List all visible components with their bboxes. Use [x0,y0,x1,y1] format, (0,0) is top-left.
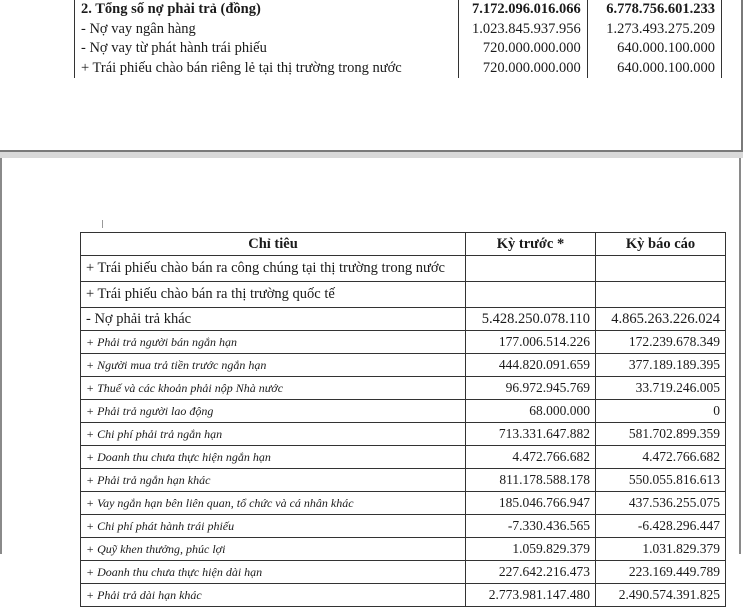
row-label: + Phải trả người lao động [81,400,466,423]
current-page [0,158,741,602]
prior-period-value: 7.172.096.016.066 [459,0,588,20]
table-row [81,256,726,282]
reporting-period-value: 4.865.263.226.024 [596,308,726,331]
reporting-period-value [596,282,726,308]
row-label: + Vay ngắn hạn bên liên quan, tổ chức và cá nhân khác [81,492,466,515]
previous-page-fragment [0,0,743,152]
table-row [81,354,726,377]
table-row [81,446,726,469]
table-row [81,538,726,561]
row-label: 2. Tổng số nợ phải trả (đồng) [75,0,459,20]
row-label: + Phải trả dài hạn khác [81,584,466,607]
reporting-period-value: 6.778.756.601.233 [587,0,721,20]
table-row [75,39,722,59]
row-label: + Phải trả người bán ngắn hạn [81,331,466,354]
prior-period-value: 1.023.845.937.956 [459,20,588,40]
liabilities-summary-table [74,0,722,78]
table-row [81,492,726,515]
table-row [81,584,726,607]
header-prior-period: Kỳ trước * [466,233,596,256]
reporting-period-value: 33.719.246.005 [596,377,726,400]
reporting-period-value: 1.031.829.379 [596,538,726,561]
prior-period-value [466,282,596,308]
table-row [81,515,726,538]
table-row [81,423,726,446]
prior-period-value: 720.000.000.000 [459,59,588,79]
table-row [81,331,726,354]
prior-period-value: 1.059.829.379 [466,538,596,561]
prior-period-value: -7.330.436.565 [466,515,596,538]
row-label: + Người mua trả tiền trước ngắn hạn [81,354,466,377]
row-label: - Nợ vay từ phát hành trái phiếu [75,39,459,59]
row-label: + Phải trả ngắn hạn khác [81,469,466,492]
reporting-period-value: 437.536.255.075 [596,492,726,515]
table-header-row [81,233,726,256]
prior-period-value: 713.331.647.882 [466,423,596,446]
table-row [81,561,726,584]
prior-period-value [466,256,596,282]
reporting-period-value: 4.472.766.682 [596,446,726,469]
reporting-period-value: 1.273.493.275.209 [587,20,721,40]
table-row [81,469,726,492]
reporting-period-value: -6.428.296.447 [596,515,726,538]
prior-period-value: 177.006.514.226 [466,331,596,354]
row-label: + Trái phiếu chào bán ra thị trường quốc tế [81,282,466,308]
prior-period-value: 68.000.000 [466,400,596,423]
reporting-period-value: 550.055.816.613 [596,469,726,492]
row-label: + Chi phí phát hành trái phiếu [81,515,466,538]
reporting-period-value [596,256,726,282]
prior-period-value: 444.820.091.659 [466,354,596,377]
table-row [81,377,726,400]
row-label: + Quỹ khen thưởng, phúc lợi [81,538,466,561]
table-row [75,20,722,40]
prior-period-value: 2.773.981.147.480 [466,584,596,607]
reporting-period-value: 0 [596,400,726,423]
row-label: + Chi phí phải trả ngắn hạn [81,423,466,446]
row-label: + Trái phiếu chào bán ra công chúng tại thị trường trong nước [81,256,466,282]
prior-period-value: 185.046.766.947 [466,492,596,515]
prior-period-value: 811.178.588.178 [466,469,596,492]
reporting-period-value: 581.702.899.359 [596,423,726,446]
reporting-period-value: 172.239.678.349 [596,331,726,354]
table-row [81,400,726,423]
table-row [81,308,726,331]
table-row [81,282,726,308]
reporting-period-value: 640.000.100.000 [587,39,721,59]
prior-period-value: 4.472.766.682 [466,446,596,469]
header-item: Chỉ tiêu [81,233,466,256]
row-label: + Doanh thu chưa thực hiện dài hạn [81,561,466,584]
page-mark [102,220,103,228]
header-reporting-period: Kỳ báo cáo [596,233,726,256]
row-label: + Doanh thu chưa thực hiện ngắn hạn [81,446,466,469]
reporting-period-value: 2.490.574.391.825 [596,584,726,607]
liabilities-detail-table [80,232,726,607]
row-label: - Nợ phải trả khác [81,308,466,331]
reporting-period-value: 377.189.189.395 [596,354,726,377]
row-label: - Nợ vay ngân hàng [75,20,459,40]
reporting-period-value: 640.000.100.000 [587,59,721,79]
reporting-period-value: 223.169.449.789 [596,561,726,584]
prior-period-value: 96.972.945.769 [466,377,596,400]
table-row [75,0,722,20]
table-row [75,59,722,79]
prior-period-value: 227.642.216.473 [466,561,596,584]
prior-period-value: 5.428.250.078.110 [466,308,596,331]
row-label: + Trái phiếu chào bán riêng lẻ tại thị trường trong nước [75,59,459,79]
prior-period-value: 720.000.000.000 [459,39,588,59]
row-label: + Thuế và các khoản phải nộp Nhà nước [81,377,466,400]
